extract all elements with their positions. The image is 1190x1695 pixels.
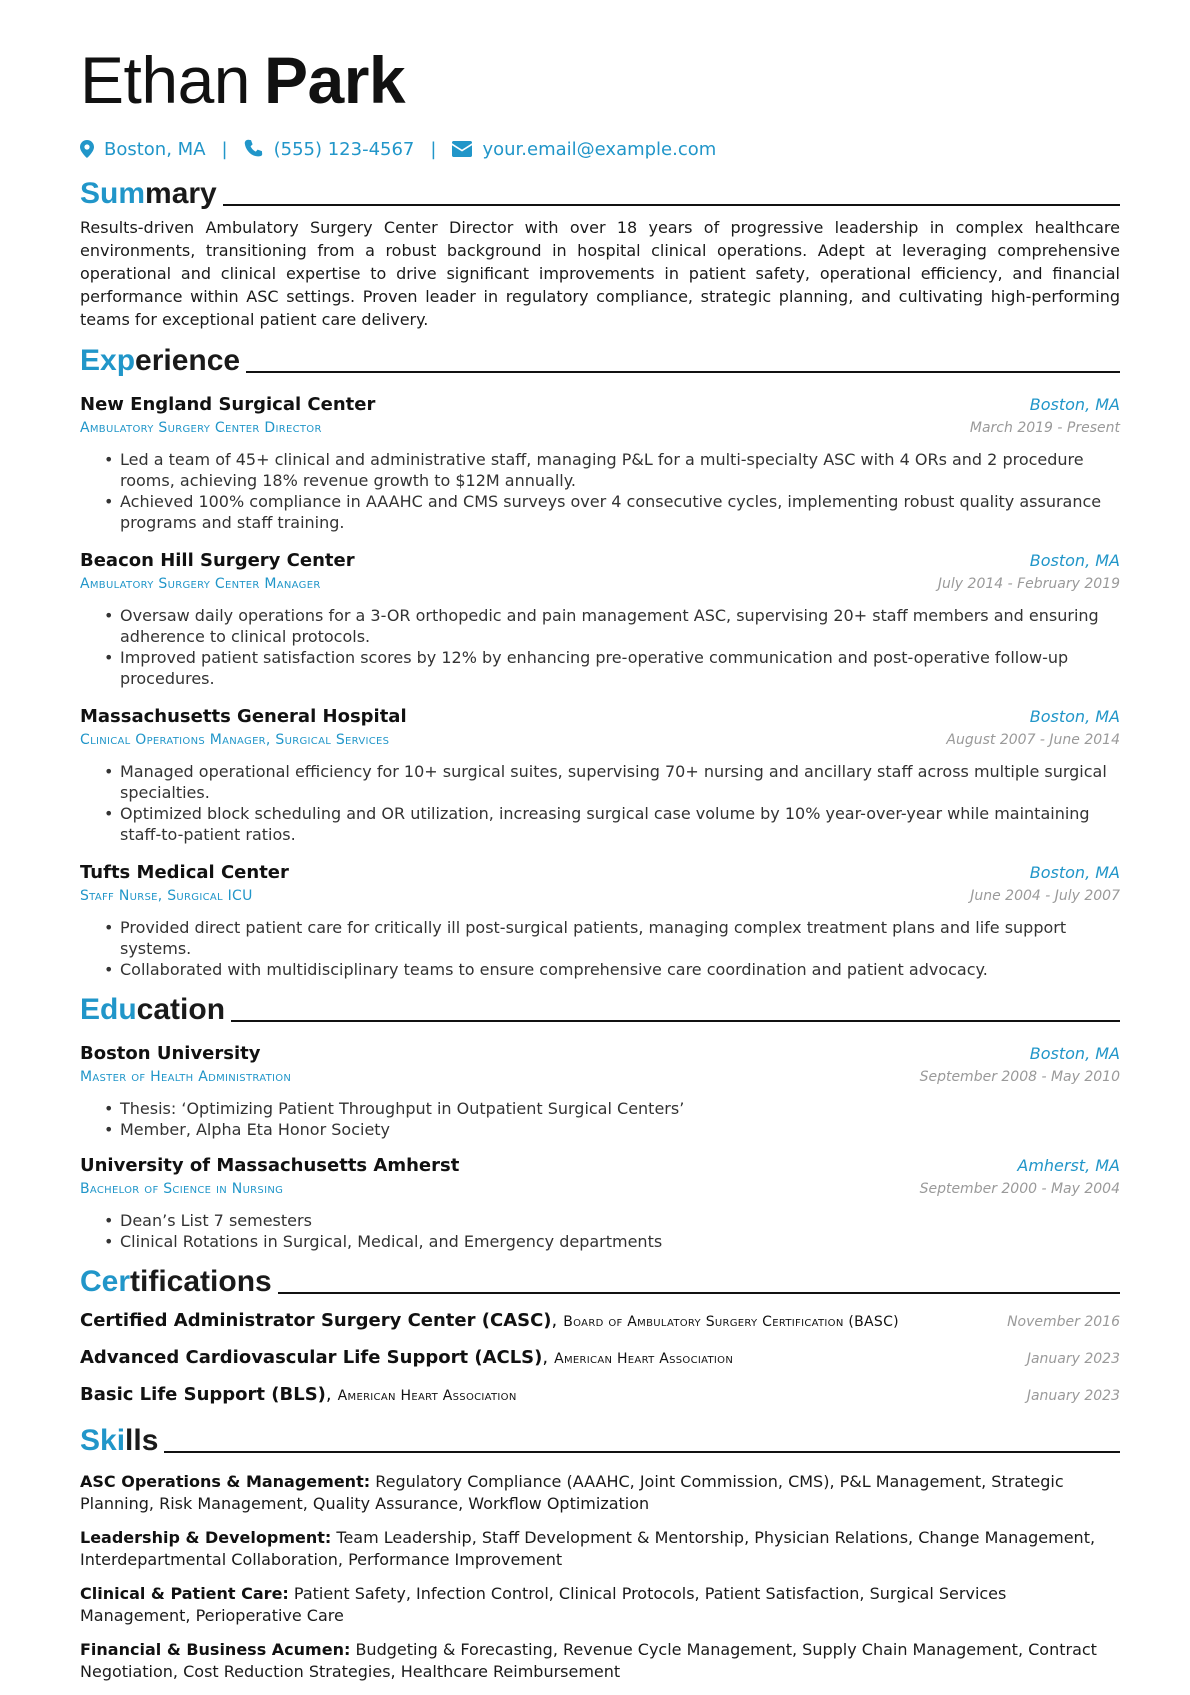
contact-phone[interactable]	[244, 139, 415, 160]
heading-highlight: Sum	[80, 177, 146, 210]
experience-entry	[80, 705, 1120, 845]
phone-icon	[244, 139, 264, 159]
education-entry	[80, 1154, 1120, 1252]
certification-date: January 2023	[1026, 1388, 1120, 1404]
entry-location: Boston, MA	[1029, 863, 1120, 882]
experience-entry	[80, 393, 1120, 533]
candidate-name	[80, 40, 1120, 120]
certification-issuer: American Heart Association	[554, 1351, 734, 1367]
location-text: Boston, MA	[104, 138, 206, 160]
first-name: Ethan	[80, 43, 250, 117]
heading-rest: cation	[136, 993, 226, 1026]
section-heading-skills	[80, 1421, 1120, 1459]
section-heading-education	[80, 990, 1120, 1028]
entry-bullets	[80, 449, 1120, 533]
skill-category: Leadership & Development:	[80, 1528, 332, 1547]
section-heading-certifications	[80, 1262, 1120, 1300]
entry-organization: Beacon Hill Surgery Center	[80, 550, 355, 571]
skill-group	[80, 1639, 1120, 1683]
entry-location: Boston, MA	[1029, 1044, 1120, 1063]
map-pin-icon	[80, 140, 94, 158]
summary-text: Results-driven Ambulatory Surgery Center Director with over 18 years of progressive leadership in complex healthcare environments, transitioning from a robust background in hospital clinical operations. Adept at leveraging comprehensive operational and clinical expertise to drive significant improvements in patient safety, operational efficiency, and financial performance within ASC settings. Proven leader in regulatory compliance, strategic planning, and cultivating high-performing teams for exceptional patient care delivery.	[80, 218, 1120, 329]
bullet-item: • Thesis: ‘Optimizing Patient Throughput in Outpatient Surgical Centers’	[104, 1098, 1120, 1119]
entry-bullets	[80, 605, 1120, 689]
certification-issuer: Board of Ambulatory Surgery Certification (BASC)	[563, 1314, 899, 1330]
heading-rest: lls	[125, 1424, 159, 1457]
certification-date: November 2016	[1007, 1314, 1120, 1330]
entry-organization: Massachusetts General Hospital	[80, 706, 407, 727]
entry-organization: New England Surgical Center	[80, 394, 376, 415]
entry-dates: June 2004 - July 2007	[970, 888, 1120, 904]
contact-location	[80, 139, 206, 160]
bullet-item: • Oversaw daily operations for a 3-OR orthopedic and pain management ASC, supervising 20+ staff members and ensuring adherence to clinical protocols.	[104, 605, 1120, 647]
certification-issuer: American Heart Association	[337, 1388, 517, 1404]
section-heading-experience	[80, 341, 1120, 379]
bullet-item: • Provided direct patient care for critically ill post-surgical patients, managing complex treatment plans and life support systems.	[104, 917, 1120, 959]
heading-highlight: Ski	[80, 1424, 126, 1457]
heading-highlight: Cer	[80, 1265, 131, 1298]
resume-page	[80, 40, 1120, 1695]
contact-email[interactable]	[452, 139, 716, 160]
bullet-item: • Dean’s List 7 semesters	[104, 1210, 1120, 1231]
last-name: Park	[263, 43, 406, 117]
skill-category: ASC Operations & Management:	[80, 1472, 371, 1491]
entry-location: Boston, MA	[1029, 551, 1120, 570]
entry-bullets	[80, 917, 1120, 980]
entry-organization: University of Massachusetts Amherst	[80, 1155, 460, 1176]
heading-rest: tifications	[130, 1265, 272, 1298]
heading-highlight: Edu	[80, 993, 137, 1026]
entry-role: Ambulatory Surgery Center Director	[80, 420, 322, 436]
entry-dates: September 2008 - May 2010	[919, 1069, 1120, 1085]
skill-category: Financial & Business Acumen:	[80, 1640, 351, 1659]
entry-role: Staff Nurse, Surgical ICU	[80, 888, 253, 904]
entry-location: Boston, MA	[1029, 395, 1120, 414]
section-heading-summary	[80, 174, 1120, 212]
entry-dates: March 2019 - Present	[969, 420, 1120, 436]
phone-text[interactable]: (555) 123-4567	[273, 138, 415, 160]
education-entry	[80, 1042, 1120, 1140]
bullet-item: • Managed operational efficiency for 10+ surgical suites, supervising 70+ nursing and ancillary staff across multiple surgical specialties.	[104, 761, 1120, 803]
certification-name: Advanced Cardiovascular Life Support (ACLS)	[80, 1347, 543, 1368]
skill-items: Team Leadership, Staff Development & Mentorship, Physician Relations, Change Management, Interdepartmental Collaboration, Performance Improvement	[80, 1528, 1096, 1569]
skill-items: Patient Safety, Infection Control, Clinical Protocols, Patient Satisfaction, Surgical Services Management, Perioperative Care	[80, 1584, 1007, 1625]
bullet-item: • Clinical Rotations in Surgical, Medical, and Emergency departments	[104, 1231, 1120, 1252]
entry-bullets	[80, 1210, 1120, 1252]
skill-category: Clinical & Patient Care:	[80, 1584, 289, 1603]
skills-list	[80, 1471, 1120, 1683]
skill-items: Budgeting & Forecasting, Revenue Cycle Management, Supply Chain Management, Contract Negotiation, Cost Reduction Strategies, Healthcare Reimbursement	[80, 1640, 1097, 1681]
bullet-item: • Optimized block scheduling and OR utilization, increasing surgical case volume by 10% year-over-year while maintaining staff-to-patient ratios.	[104, 803, 1120, 845]
heading-rule	[246, 371, 1120, 373]
heading-rest: erience	[135, 344, 241, 377]
envelope-icon	[452, 141, 472, 157]
skill-items: Regulatory Compliance (AAAHC, Joint Commission, CMS), P&L Management, Strategic Planning, Risk Management, Quality Assurance, Workflow Optimization	[80, 1472, 1064, 1513]
skill-group	[80, 1583, 1120, 1627]
certification-item: Certified Administrator Surgery Center (CASC) , Board of Ambulatory Surgery Certification (BASC) November 2016	[80, 1310, 1120, 1347]
bullet-item: • Collaborated with multidisciplinary teams to ensure comprehensive care coordination and patient advocacy.	[104, 959, 1120, 980]
entry-dates: August 2007 - June 2014	[946, 732, 1120, 748]
contact-line	[80, 136, 1120, 162]
entry-role: Clinical Operations Manager, Surgical Services	[80, 732, 390, 748]
certification-item: Advanced Cardiovascular Life Support (ACLS) , American Heart Association January 2023	[80, 1347, 1120, 1384]
experience-entry	[80, 861, 1120, 980]
experience-entry	[80, 549, 1120, 689]
certification-item: Basic Life Support (BLS) , American Heart Association January 2023	[80, 1384, 1120, 1421]
certification-date: January 2023	[1026, 1351, 1120, 1367]
entry-role: Master of Health Administration	[80, 1069, 292, 1085]
entry-role: Ambulatory Surgery Center Manager	[80, 576, 321, 592]
contact-separator: |	[430, 138, 437, 160]
entry-dates: July 2014 - February 2019	[937, 576, 1120, 592]
entry-dates: September 2000 - May 2004	[919, 1181, 1120, 1197]
entry-location: Boston, MA	[1029, 707, 1120, 726]
certification-list	[80, 1310, 1120, 1421]
entry-bullets	[80, 1098, 1120, 1140]
email-link[interactable]: your.email@example.com	[482, 138, 717, 160]
entry-organization: Tufts Medical Center	[80, 862, 289, 883]
heading-rule	[223, 204, 1120, 206]
heading-rest: mary	[145, 177, 217, 210]
heading-rule	[231, 1020, 1120, 1022]
certification-name: Basic Life Support (BLS)	[80, 1384, 326, 1405]
heading-rule	[164, 1451, 1120, 1453]
bullet-item: • Achieved 100% compliance in AAAHC and CMS surveys over 4 consecutive cycles, implementing robust quality assurance programs and staff training.	[104, 491, 1120, 533]
heading-rule	[278, 1292, 1120, 1294]
entry-location: Amherst, MA	[1017, 1156, 1120, 1175]
entry-organization: Boston University	[80, 1043, 261, 1064]
bullet-item: • Improved patient satisfaction scores by 12% by enhancing pre-operative communication and post-operative follow-up procedures.	[104, 647, 1120, 689]
bullet-item: • Led a team of 45+ clinical and administrative staff, managing P&L for a multi-specialty ASC with 4 ORs and 2 procedure rooms, achieving 18% revenue growth to $12M annually.	[104, 449, 1120, 491]
skill-group	[80, 1471, 1120, 1515]
heading-highlight: Exp	[80, 344, 136, 377]
certification-name: Certified Administrator Surgery Center (CASC)	[80, 1310, 552, 1331]
entry-role: Bachelor of Science in Nursing	[80, 1181, 284, 1197]
entry-bullets	[80, 761, 1120, 845]
bullet-item: • Member, Alpha Eta Honor Society	[104, 1119, 1120, 1140]
skill-group	[80, 1527, 1120, 1571]
contact-separator: |	[221, 138, 228, 160]
